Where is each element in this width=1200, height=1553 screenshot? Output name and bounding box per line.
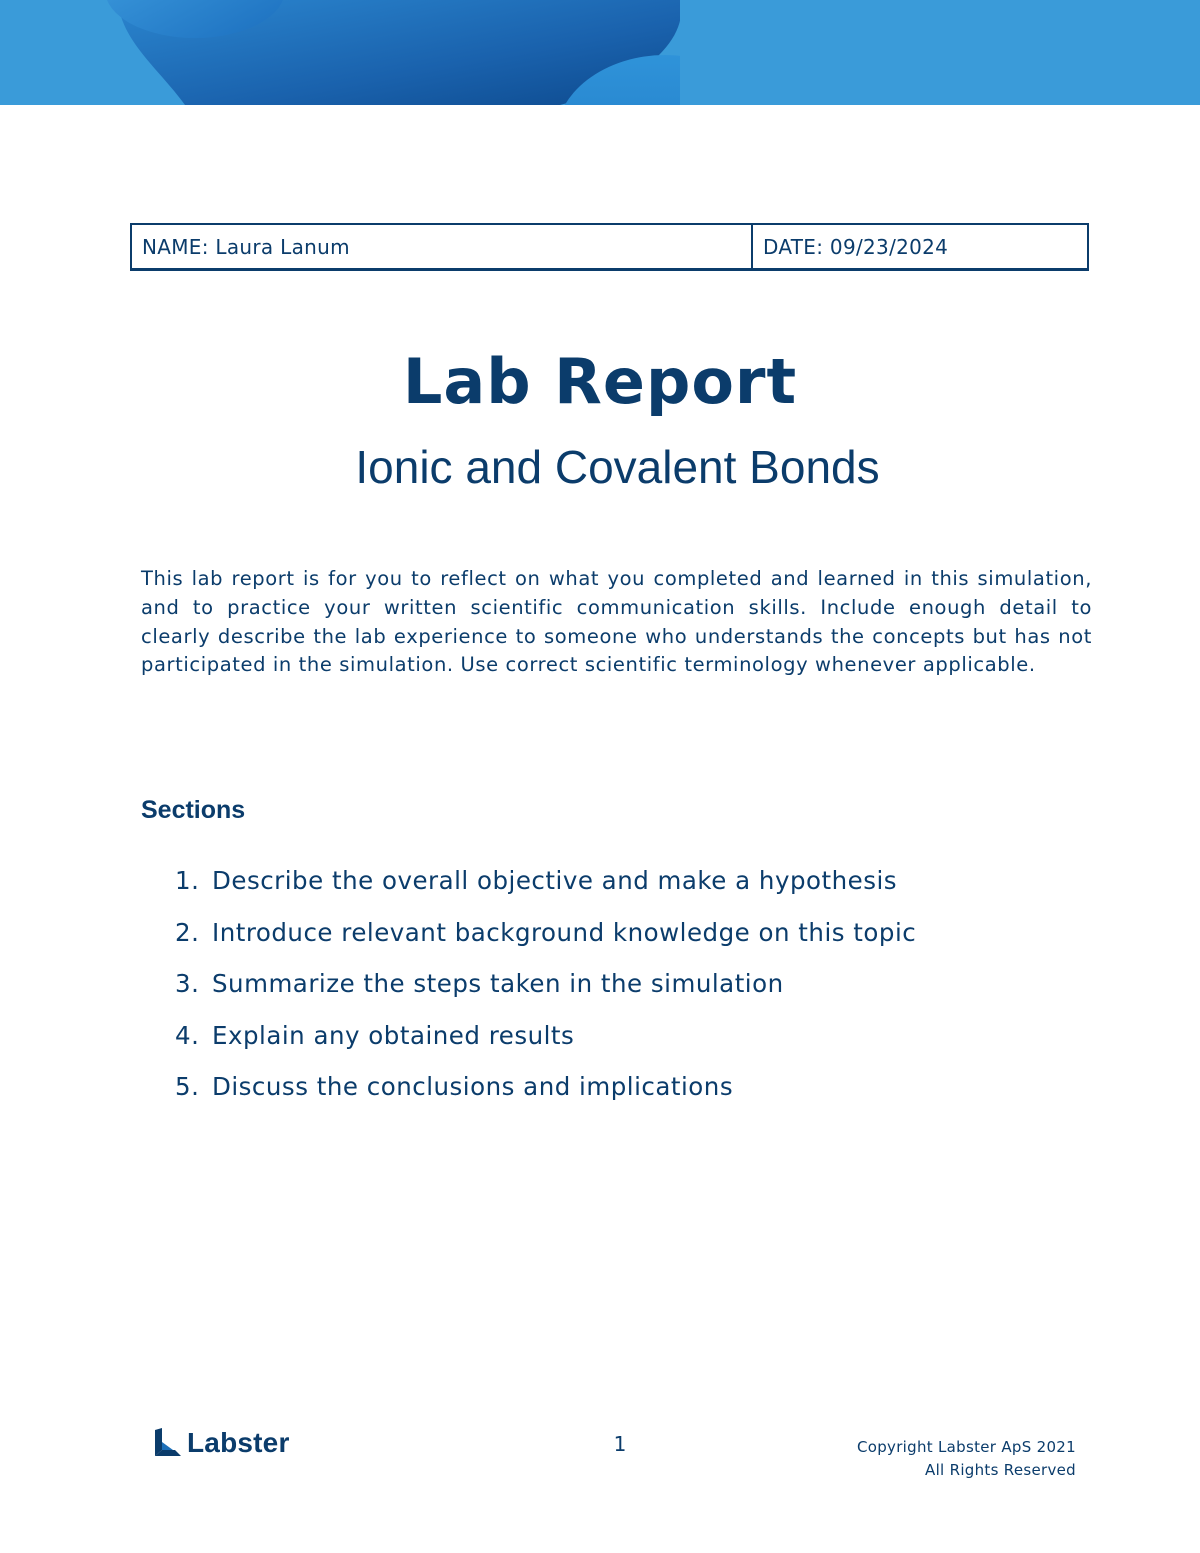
sections-heading: Sections [141,796,246,824]
banner-decoration [0,0,1200,105]
labster-logo [153,1427,290,1459]
document-subtitle: Ionic and Covalent Bonds [355,441,880,493]
name-field: NAME: Laura Lanum [132,225,753,268]
section-number: 3. [175,969,200,998]
section-number: 5. [175,1072,200,1101]
section-number: 1. [175,866,200,895]
header-banner [0,0,1200,105]
page-number: 1 [613,1432,627,1456]
section-text: Introduce relevant background knowledge on this topic [212,918,917,947]
copyright-notice [857,1436,1076,1482]
document-title: Lab Report [402,345,798,418]
date-field: DATE: 09/23/2024 [763,234,949,259]
logo-text: Labster [187,1427,290,1458]
section-text: Discuss the conclusions and implications [212,1072,734,1101]
section-text: Explain any obtained results [212,1021,575,1050]
section-text: Describe the overall objective and make a hypothesis [212,866,898,895]
section-text: Summarize the steps taken in the simulation [212,969,784,998]
section-item [175,1072,733,1101]
copyright-line: Copyright Labster ApS 2021 [856,1438,1076,1456]
section-item [175,918,916,947]
intro-paragraph: This lab report is for you to reflect on what you completed and learned in this simulation, and to practice your written scientific communication skills. Include enough detail to clearly describe the lab experience to someone who understands the concepts but has not participated in the simulation. Use correct scientific terminology whenever applicable. [141,567,1092,677]
section-number: 2. [175,918,200,947]
section-number: 4. [175,1021,200,1050]
rights-line: All Rights Reserved [925,1461,1076,1479]
section-item [175,969,784,998]
section-item [175,866,897,895]
labster-logo-icon [153,1428,183,1458]
section-item [175,1021,574,1050]
name-date-table [130,223,1089,271]
